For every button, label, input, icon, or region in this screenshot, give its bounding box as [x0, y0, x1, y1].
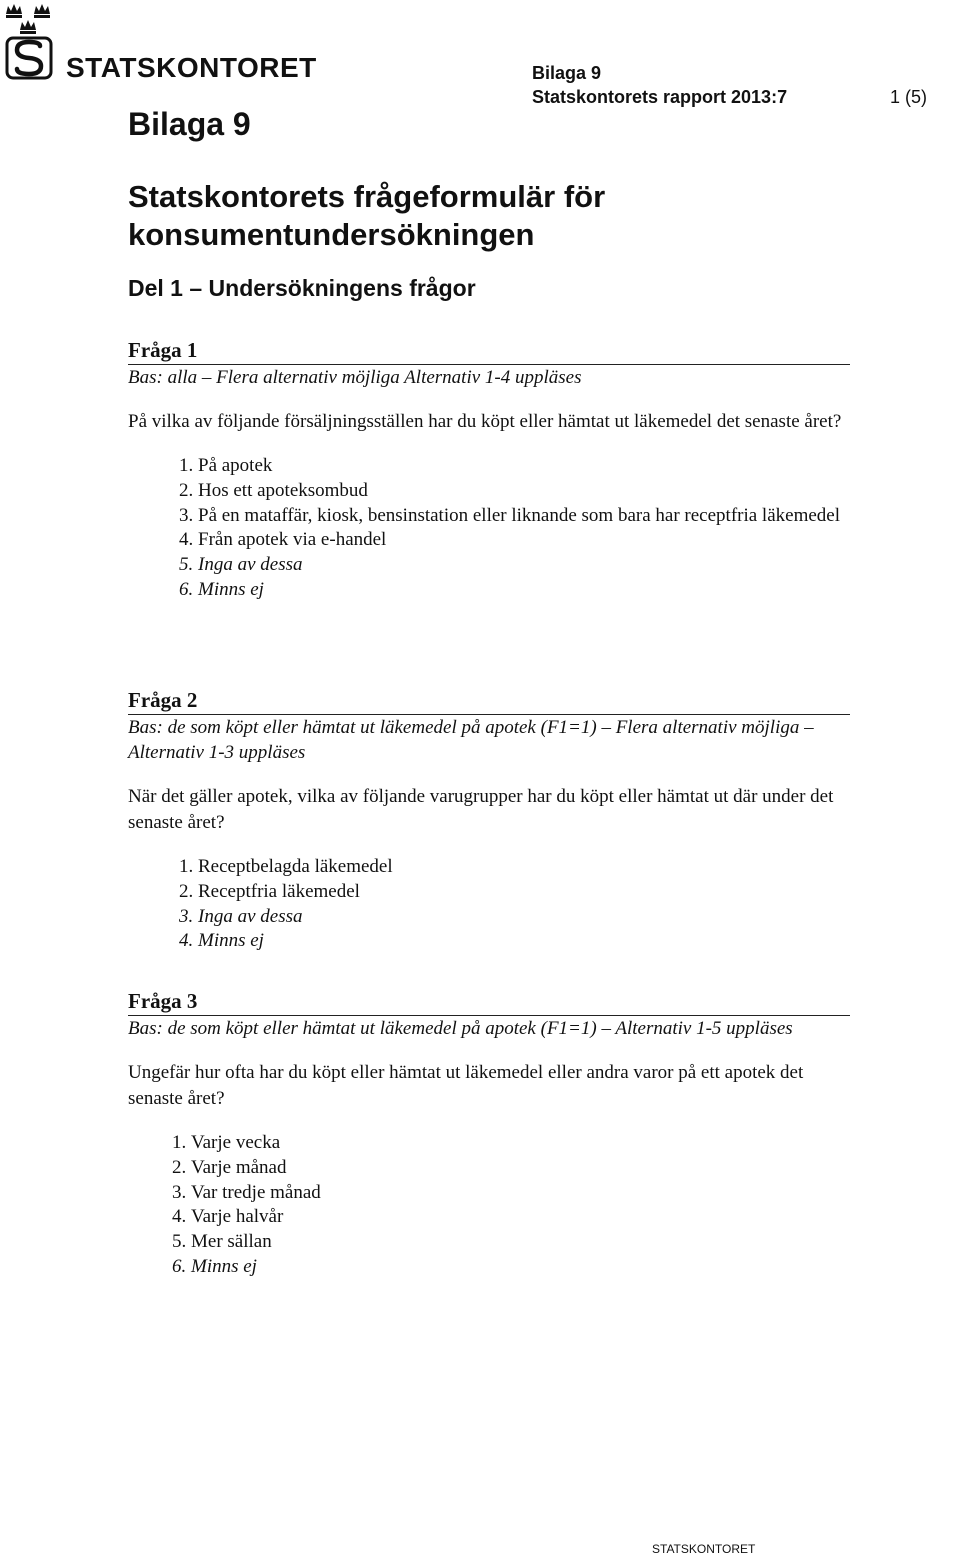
option-item: 6. Minns ej — [198, 578, 850, 603]
question-title: Fråga 1 — [128, 336, 850, 365]
header-annex-label: Bilaga 9 — [532, 63, 602, 83]
annex-heading: Bilaga 9 — [128, 106, 251, 142]
option-item: 4. Minns ej — [198, 929, 850, 954]
option-item: 3. Var tredje månad — [191, 1181, 850, 1206]
brand-wordmark: STATSKONTORET — [66, 52, 317, 83]
option-list — [128, 454, 850, 603]
option-item: 1. Varje vecka — [191, 1131, 850, 1156]
option-item: 2. Receptfria läkemedel — [198, 880, 850, 905]
footer-brand: STATSKONTORET — [652, 1542, 756, 1556]
question-base: Bas: de som köpt eller hämtat ut läkemedel på apotek (F1=1) – Alternativ 1-5 uppläses — [128, 1018, 793, 1039]
option-item: 1. Receptbelagda läkemedel — [198, 855, 850, 880]
option-item: 4. Från apotek via e-handel — [198, 528, 850, 553]
question-1 — [128, 336, 850, 603]
title-line-2: konsumentundersökningen — [128, 217, 535, 252]
question-base: Bas: alla – Flera alternativ möjliga Alternativ 1-4 uppläses — [128, 367, 582, 388]
header-report: Statskontorets rapport 2013:7 — [532, 87, 788, 107]
question-base: Bas: de som köpt eller hämtat ut läkemedel på apotek (F1=1) – Flera alternativ möjliga – Alternativ 1-3 uppläses — [128, 717, 814, 763]
question-text: När det gäller apotek, vilka av följande varugrupper har du köpt eller hämtat ut där under det senaste året? — [128, 786, 834, 833]
option-item: 2. Hos ett apoteksombud — [198, 479, 850, 504]
option-item: 1. På apotek — [198, 454, 850, 479]
option-item: 4. Varje halvår — [191, 1205, 850, 1230]
option-list — [128, 855, 850, 954]
section-heading: Del 1 – Undersökningens frågor — [128, 275, 476, 301]
question-text: Ungefär hur ofta har du köpt eller hämtat ut läkemedel eller andra varor på ett apotek det senaste året? — [128, 1062, 804, 1109]
statskontoret-logo-icon — [4, 2, 56, 82]
option-list — [128, 1131, 850, 1280]
option-item: 2. Varje månad — [191, 1156, 850, 1181]
question-title: Fråga 3 — [128, 987, 850, 1016]
option-item: 5. Inga av dessa — [198, 553, 850, 578]
question-title: Fråga 2 — [128, 686, 850, 715]
page-number: 1 (5) — [890, 87, 928, 107]
option-item: 6. Minns ej — [191, 1255, 850, 1280]
option-item: 3. På en mataffär, kiosk, bensinstation eller liknande som bara har receptfria läkemedel — [198, 504, 850, 529]
title-line-1: Statskontorets frågeformulär för — [128, 179, 606, 214]
option-item: 5. Mer sällan — [191, 1230, 850, 1255]
question-3 — [128, 987, 850, 1280]
option-item: 3. Inga av dessa — [198, 905, 850, 930]
question-2 — [128, 686, 850, 954]
question-text: På vilka av följande försäljningsställen har du köpt eller hämtat ut läkemedel det senaste året? — [128, 411, 842, 432]
document-title — [128, 178, 605, 254]
